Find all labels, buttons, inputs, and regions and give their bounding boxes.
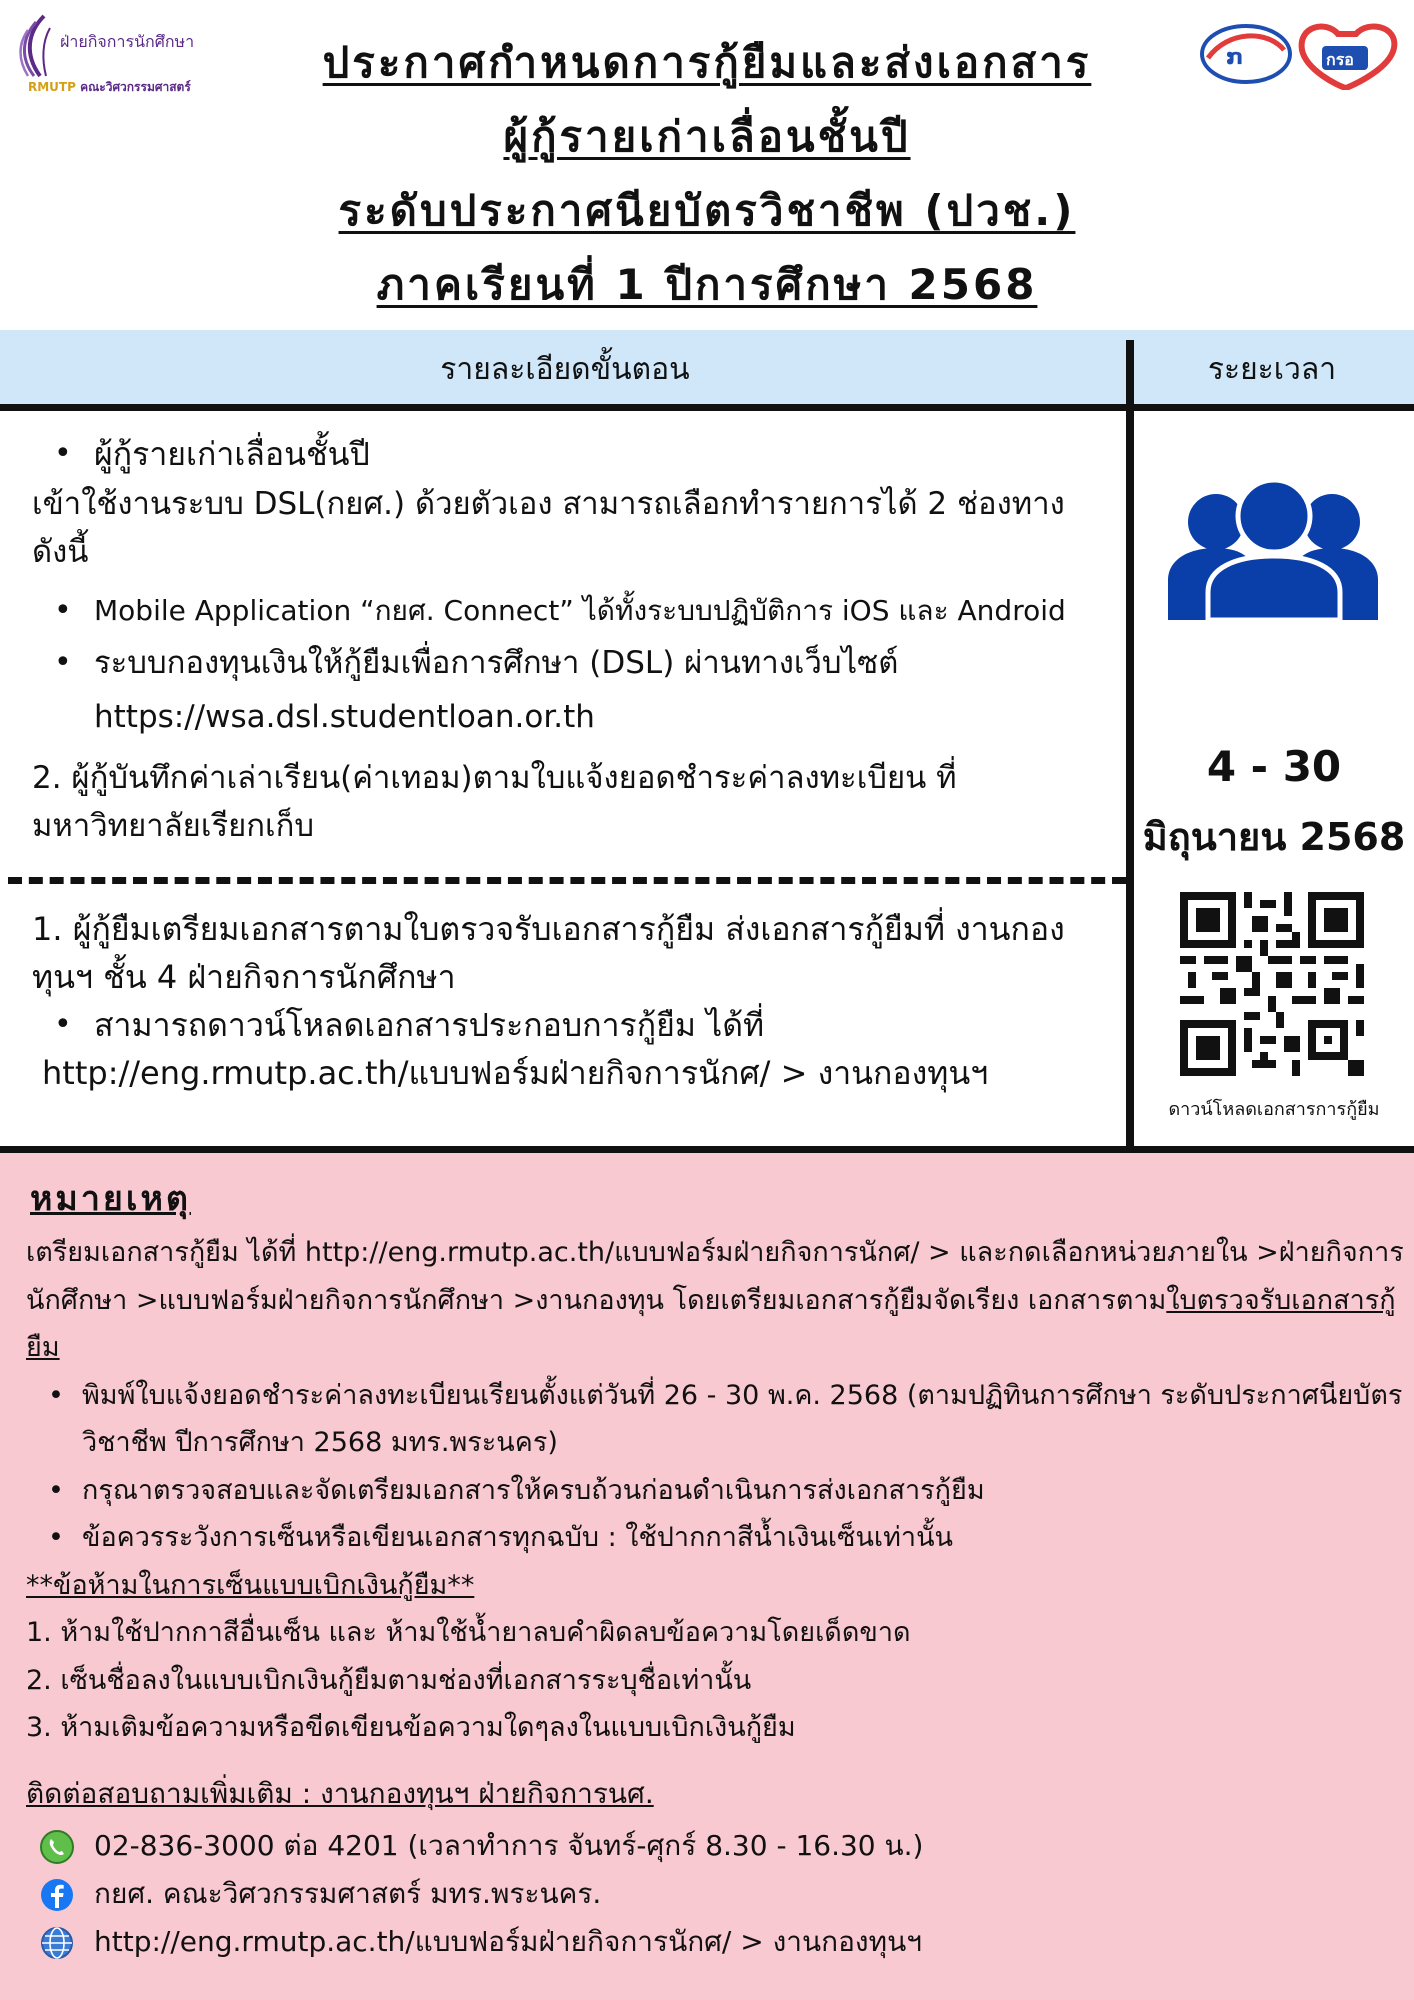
step-details-row-2 (32, 905, 1122, 1097)
column-header-details: รายละเอียดขั้นตอน (440, 352, 690, 387)
note-bullet-2: • กรุณาตรวจสอบและจัดเตรียมเอกสารให้ครบถ้วนก่อนดำเนินการส่งเอกสารกู้ยืม (26, 1467, 1406, 1515)
contact-web-row (26, 1918, 1406, 1966)
contact-heading: ติดต่อสอบถามเพิ่มเติม : งานกองทุนฯ ฝ่ายกิจการนศ. (26, 1777, 654, 1810)
svg-text:ກ: ກ (1226, 45, 1244, 70)
intro-text: เข้าใช้งานระบบ DSL(กยศ.) ด้วยตัวเอง สามารถเลือกทำรายการได้ 2 ช่องทาง ดังนี้ (32, 486, 1065, 570)
qr-caption: ดาวน์โหลดเอกสารการกู้ยืม (1168, 1099, 1380, 1120)
contact-facebook[interactable]: กยศ. คณะวิศวกรรมศาสตร์ มทร.พระนคร. (94, 1877, 602, 1910)
partner-logo-badge: กรอ (1326, 50, 1354, 69)
prohibit-item-1: 1. ห้ามใช้ปากกาสีอื่นเซ็น และ ห้ามใช้น้ำยาลบคำผิดลบข้อความโดยเด็ดขาด (26, 1617, 911, 1648)
title-line-1: ประกาศกำหนดการกู้ยืมและส่งเอกสาร (322, 38, 1092, 87)
partner-logos-icon (1198, 20, 1408, 90)
logo-text-faculty: RMUTP คณะวิศวกรรมศาสตร์ (28, 80, 191, 94)
channel-mobile-app: • Mobile Application “กยศ. Connect” ได้ทั้งระบบปฏิบัติการ iOS และ Android (32, 586, 1122, 636)
globe-icon (40, 1926, 74, 1960)
note-bullet-3: • ข้อควรระวังการเซ็นหรือเขียนเอกสารทุกฉบับ : ใช้ปากกาสีน้ำเงินเซ็นเท่านั้น (26, 1514, 1406, 1562)
facebook-icon (40, 1878, 74, 1912)
qr-code-icon[interactable] (1180, 892, 1364, 1076)
people-icon (1158, 470, 1388, 620)
logo-text-department: ฝ่ายกิจการนักศึกษา (60, 32, 195, 51)
period-range: 4 - 30 (1206, 742, 1342, 791)
column-header-period: ระยะเวลา (1207, 352, 1337, 387)
contact-web[interactable]: http://eng.rmutp.ac.th/แบบฟอร์มฝ่ายกิจการนักศ/ > งานกองทุนฯ (94, 1925, 922, 1958)
bullet-title: • ผู้กู้รายเก่าเลื่อนชั้นปี (32, 428, 1122, 480)
phone-icon (40, 1830, 74, 1864)
prohibit-item-2: 2. เซ็นชื่อลงในแบบเบิกเงินกู้ยืมตามช่องที่เอกสารระบุชื่อเท่านั้น (26, 1664, 752, 1696)
prohibit-heading: **ข้อห้ามในการเซ็นแบบเบิกเงินกู้ยืม** (26, 1569, 475, 1601)
header-divider (0, 404, 1414, 411)
contact-phone-row (26, 1822, 1406, 1870)
notes-heading: หมายเหตุ (30, 1179, 191, 1219)
checklist-link[interactable]: ใบตรวจรับเอกสารกู้ยืม (26, 1284, 1396, 1363)
contact-block (26, 1770, 1406, 1966)
step-1-text: 1. ผู้กู้ยืมเตรียมเอกสารตามใบตรวจรับเอกสารกู้ยืม ส่งเอกสารกู้ยืมที่ งานกองทุนฯ ชั้น 4 ฝ่ายกิจการนักศึกษา (32, 910, 1065, 996)
note-bullet-1: • พิมพ์ใบแจ้งยอดชำระค่าลงทะเบียนเรียนตั้งแต่วันที่ 26 - 30 พ.ค. 2568 (ตามปฏิทินการศึกษา ระดับประกาศนียบัตรวิชาชีพ ปีการศึกษา 2568 มทร.พระนคร) (26, 1372, 1406, 1467)
column-divider (1126, 340, 1134, 1148)
title-line-3: ระดับประกาศนียบัตรวิชาชีพ (ปวช.) (338, 186, 1076, 235)
notes-paragraph: เตรียมเอกสารกู้ยืม ได้ที่ http://eng.rmutp.ac.th/แบบฟอร์มฝ่ายกิจการนักศ/ > และกดเลือกหน่วยภายใน >ฝ่ายกิจการนักศึกษา >แบบฟอร์มฝ่ายกิจการนักศึกษา >งานกองทุน โดยเตรียมเอกสารกู้ยืมจัดเรียง เอกสารตามใบตรวจรับเอกสารกู้ยืม (26, 1237, 1404, 1363)
notes-body (26, 1229, 1406, 1752)
prohibit-item-3: 3. ห้ามเติมข้อความหรือขีดเขียนข้อความใดๆลงในแบบเบิกเงินกู้ยืม (26, 1712, 796, 1743)
download-url[interactable]: http://eng.rmutp.ac.th/แบบฟอร์มฝ่ายกิจการนักศ/ > งานกองทุนฯ (42, 1054, 989, 1092)
table-header (0, 330, 1414, 404)
title-line-4: ภาคเรียนที่ 1 ปีการศึกษา 2568 (376, 260, 1038, 309)
header (0, 0, 1414, 330)
download-bullet: • สามารถดาวน์โหลดเอกสารประกอบการกู้ยืม ได้ที่ (32, 1001, 1122, 1049)
channel-dsl-website: • ระบบกองทุนเงินให้กู้ยืมเพื่อการศึกษา (DSL) ผ่านทางเว็บไซต์ (32, 636, 1122, 690)
notes-section (0, 1153, 1414, 2000)
contact-phone[interactable]: 02-836-3000 ต่อ 4201 (เวลาทำการ จันทร์-ศุกร์ 8.30 - 16.30 น.) (94, 1829, 924, 1862)
row-dashed-divider (8, 877, 1126, 884)
period-month: มิถุนายน 2568 (1142, 815, 1406, 859)
dsl-website-url[interactable]: https://wsa.dsl.studentloan.or.th (94, 699, 595, 735)
contact-facebook-row (26, 1870, 1406, 1918)
table-bottom-divider (0, 1146, 1414, 1153)
step-2-text: 2. ผู้กู้บันทึกค่าเล่าเรียน(ค่าเทอม)ตามใบแจ้งยอดชำระค่าลงทะเบียน ที่มหาวิทยาลัยเรียกเก็บ (32, 760, 957, 844)
step-details-row-1 (32, 428, 1122, 850)
title-line-2: ผู้กู้รายเก่าเลื่อนชั้นปี (503, 112, 911, 161)
